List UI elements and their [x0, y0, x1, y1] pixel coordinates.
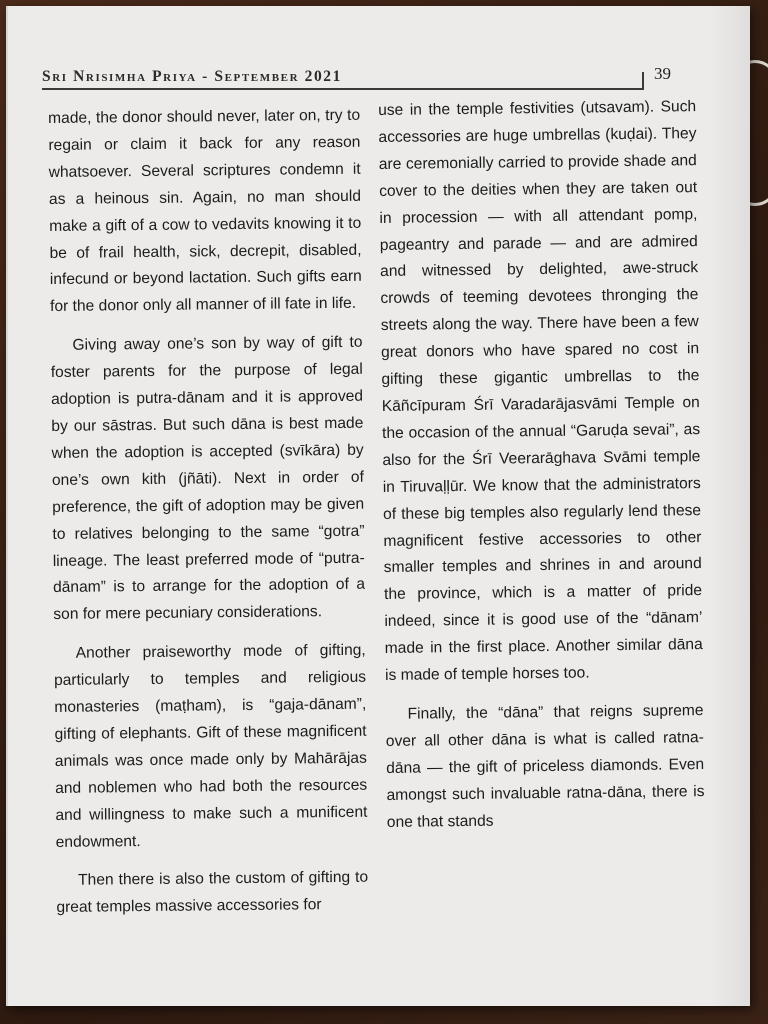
header-divider: [642, 72, 644, 90]
paragraph: made, the donor should never, later on, try to regain or claim it back for any reason whatsoever. Several scriptures condemn it as a heinous sin. Again, no man should make a gift of a cow to vedavits knowing it to be of frail health, sick, decrepit, disabled, infecund or beyond lactation. Such gifts earn for the donor only all manner of ill fate in life.: [48, 106, 362, 316]
right-column: [378, 94, 705, 848]
page-number: 39: [654, 64, 671, 83]
page-header: [42, 64, 677, 90]
header-rule: [42, 88, 642, 90]
paragraph: Finally, the “dāna” that reigns supreme over all other dāna is what is called ratna-dāna — the gift of priceless diamonds. Even amongst such invaluable ratna-dāna, there is one that stands: [385, 702, 705, 831]
book-page: [6, 6, 750, 1006]
left-column: [48, 103, 369, 935]
paragraph: Then there is also the custom of gifting to great temples massive accessories for: [56, 869, 369, 917]
paragraph: Another praiseworthy mode of gifting, particularly to temples and religious monasteries (maṭham), is “gaja-dānam”, gifting of elephants. Gift of these magnificent animals was once made only by Mahārājas and noblemen who had both the resources and willingness to make such a munificent endowment.: [53, 641, 368, 851]
page-shade: [710, 6, 750, 1006]
paragraph: Giving away one’s son by way of gift to foster parents for the purpose of legal adoption is putra-dānam and it is approved by our sāstras. But such dāna is best made when the adoption is accepted (svīkāra) by one’s own kith (jñāti). Next in order of preference, the gift of adoption may be given to relatives belonging to the same “gotra” lineage. The least preferred mode of “putra-dānam” is to arrange for the adoption of a son for mere pecuniary considerations.: [50, 333, 366, 624]
running-title: Sri Nrisimha Priya - September 2021: [42, 68, 343, 85]
paragraph: use in the temple festivities (utsavam). Such accessories are huge umbrellas (kuḍai). They are ceremonially carried to provide shade and cover to the deities when they are taken out in procession — with all attendant pomp, pageantry and parade — and are admired and witnessed by delighted, awe-struck crowds of teeming devotees thronging the streets along the way. There have been a few great donors who have spared no cost in gifting these gigantic umbrellas to the Kāñcīpuram Śrī Varadarājasvāmi Temple on the occasion of the annual “Garuḍa sevai”, as also for the Śrī Veerarāghava Svāmi temple in Tiruvaḷḷūr. We know that the administrators of these big temples also regularly lend these magnificent festive accessories to other smaller temples and shrines in and around the province, which is a matter of pride indeed, since it is good use of the “dānam’ made in the first place. Another similar dāna is made of temple horses too.: [378, 98, 703, 684]
